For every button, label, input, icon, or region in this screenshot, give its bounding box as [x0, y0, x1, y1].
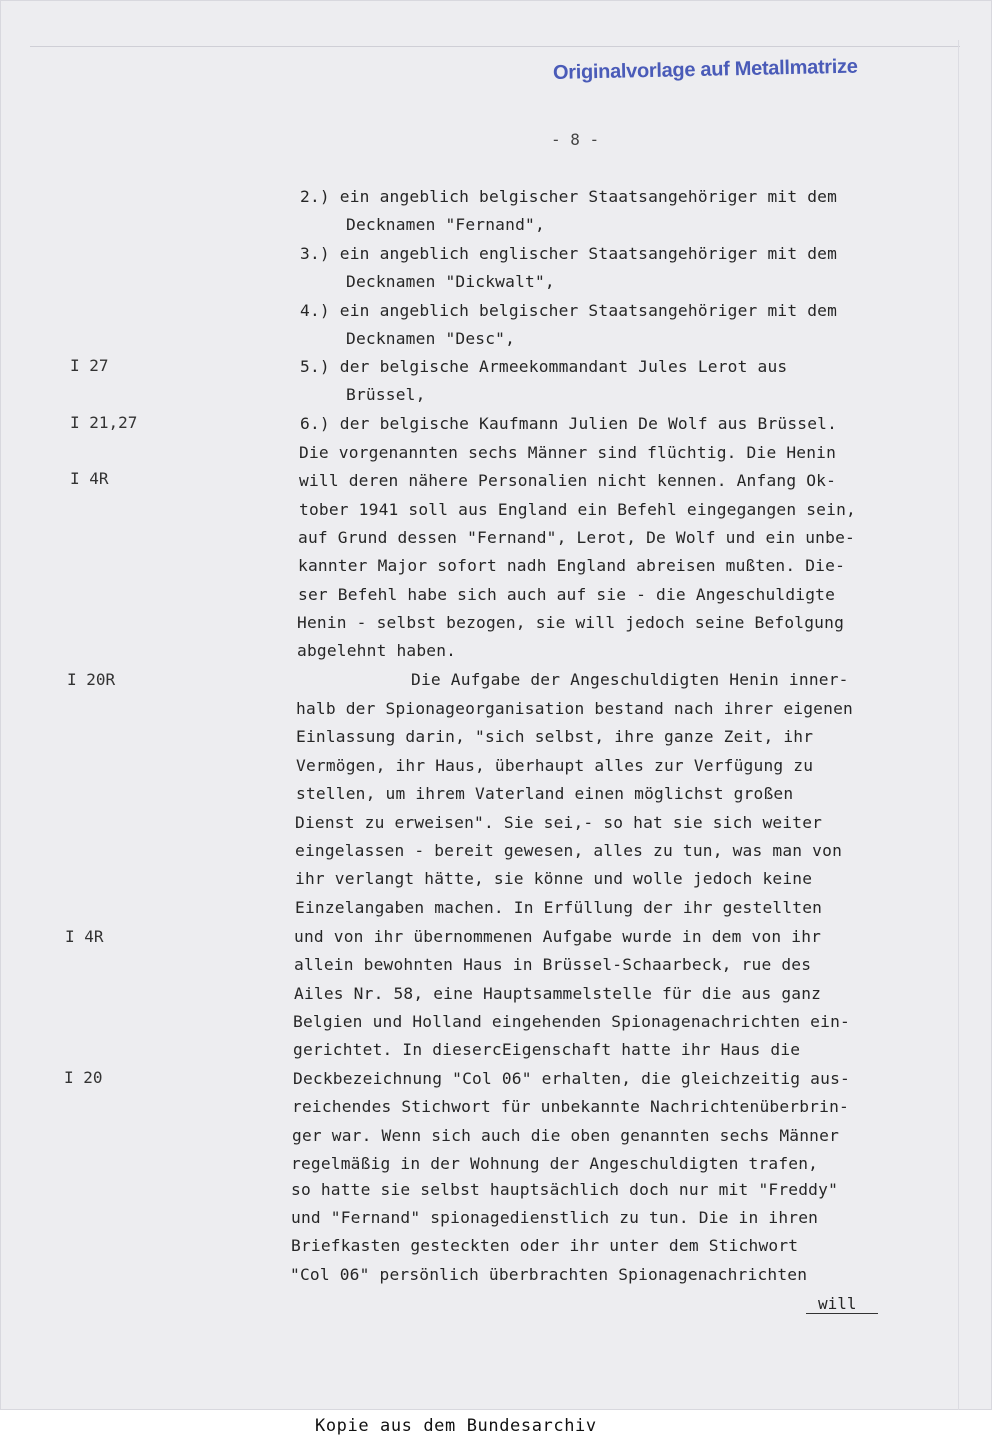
- text-line: gerichtet. In diesercEigenschaft hatte ihr Haus die: [293, 1040, 801, 1059]
- text-line: halb der Spionageorganisation bestand nach ihrer eigenen: [296, 699, 853, 718]
- text-line: will deren nähere Personalien nicht kennen. Anfang Ok-: [299, 471, 837, 490]
- text-line: und von ihr übernommenen Aufgabe wurde in dem von ihr: [294, 927, 822, 946]
- text-line: Die vorgenannten sechs Männer sind flüchtig. Die Henin: [299, 443, 837, 462]
- margin-ref: I 21,27: [70, 413, 138, 432]
- text-line: so hatte sie selbst hauptsächlich doch nur mit "Freddy": [291, 1180, 839, 1199]
- text-line: "Col 06" persönlich überbrachten Spionagenachrichten: [290, 1265, 808, 1284]
- text-line: Decknamen "Dickwalt",: [346, 272, 555, 291]
- catchword-underline: [806, 1313, 878, 1314]
- text-line: Deckbezeichnung "Col 06" erhalten, die gleichzeitig aus-: [293, 1069, 850, 1088]
- text-line: Briefkasten gesteckten oder ihr unter dem Stichwort: [291, 1236, 799, 1255]
- text-line: Henin - selbst bezogen, sie will jedoch seine Befolgung: [297, 613, 845, 632]
- text-line: ihr verlangt hätte, sie könne und wolle jedoch keine: [295, 869, 813, 888]
- text-line: und "Fernand" spionagedienstlich zu tun. Die in ihren: [291, 1208, 819, 1227]
- text-line: 6.) der belgische Kaufmann Julien De Wolf aus Brüssel.: [300, 414, 838, 433]
- text-line: Die Aufgabe der Angeschuldigten Henin inner-: [411, 670, 849, 689]
- text-line: Brüssel,: [346, 385, 426, 404]
- text-line: Decknamen "Desc",: [346, 329, 516, 348]
- archive-footer: Kopie aus dem Bundesarchiv: [315, 1416, 597, 1436]
- margin-ref: I 4R: [70, 469, 109, 488]
- catchword: will: [818, 1294, 857, 1313]
- margin-ref: I 20: [64, 1068, 103, 1087]
- text-line: Dienst zu erweisen". Sie sei,- so hat sie sich weiter: [295, 813, 823, 832]
- margin-ref: I 27: [70, 356, 109, 375]
- text-line: Vermögen, ihr Haus, überhaupt alles zur Verfügung zu: [296, 756, 814, 775]
- text-line: tober 1941 soll aus England ein Befehl eingegangen sein,: [299, 500, 856, 519]
- page-number: - 8 -: [551, 130, 600, 149]
- text-line: allein bewohnten Haus in Brüssel-Schaarbeck, rue des: [294, 955, 812, 974]
- margin-ref: I 20R: [67, 670, 116, 689]
- right-edge-line: [958, 40, 959, 1410]
- text-line: 3.) ein angeblich englischer Staatsangehöriger mit dem: [300, 244, 838, 263]
- archive-stamp: Originalvorlage auf Metallmatrize: [552, 55, 858, 84]
- text-line: auf Grund dessen "Fernand", Lerot, De Wolf und ein unbe-: [298, 528, 855, 547]
- text-line: ger war. Wenn sich auch die oben genannten sechs Männer: [292, 1126, 840, 1145]
- text-line: Einzelangaben machen. In Erfüllung der ihr gestellten: [295, 898, 823, 917]
- margin-ref: I 4R: [65, 927, 104, 946]
- text-line: kannter Major sofort nadh England abreisen mußten. Die-: [298, 556, 846, 575]
- text-line: ser Befehl habe sich auch auf sie - die Angeschuldigte: [298, 585, 836, 604]
- text-line: eingelassen - bereit gewesen, alles zu tun, was man von: [295, 841, 843, 860]
- text-line: Einlassung darin, "sich selbst, ihre ganze Zeit, ihr: [296, 727, 814, 746]
- text-line: stellen, um ihrem Vaterland einen möglichst großen: [296, 784, 794, 803]
- text-line: regelmäßig in der Wohnung der Angeschuldigten trafen,: [291, 1154, 819, 1173]
- text-line: 5.) der belgische Armeekommandant Jules Lerot aus: [300, 357, 788, 376]
- text-line: Belgien und Holland eingehenden Spionagenachrichten ein-: [293, 1012, 850, 1031]
- text-line: abgelehnt haben.: [297, 641, 457, 660]
- text-line: reichendes Stichwort für unbekannte Nachrichtenüberbrin-: [292, 1097, 849, 1116]
- text-line: 4.) ein angeblich belgischer Staatsangehöriger mit dem: [300, 301, 838, 320]
- text-line: Ailes Nr. 58, eine Hauptsammelstelle für die aus ganz: [294, 984, 822, 1003]
- top-edge-line: [30, 46, 960, 47]
- text-line: 2.) ein angeblich belgischer Staatsangehöriger mit dem: [300, 187, 838, 206]
- text-line: Decknamen "Fernand",: [346, 215, 545, 234]
